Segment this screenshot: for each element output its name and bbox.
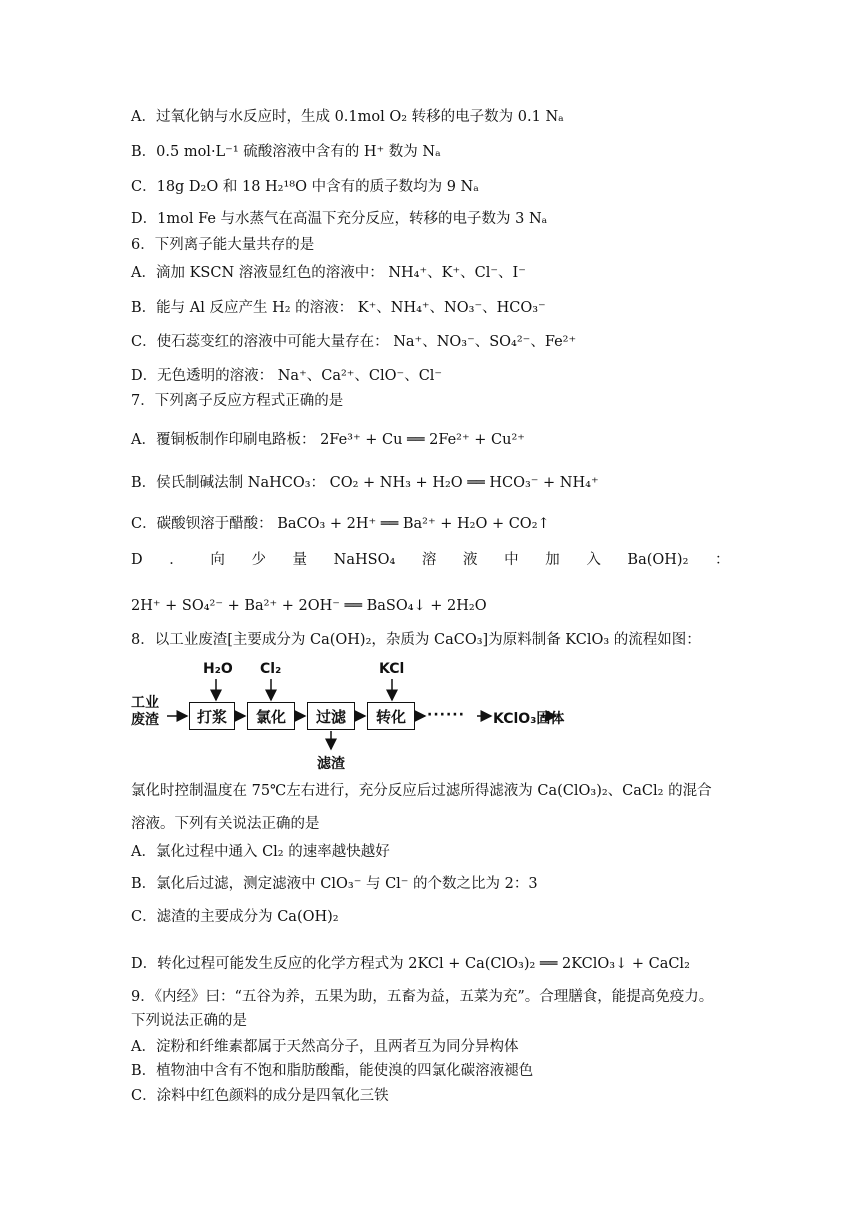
input-kcl: KCl [379, 661, 405, 677]
q5-option-d: D．1mol Fe 与水蒸气在高温下充分反应，转移的电子数为 3 Nₐ [131, 211, 548, 227]
q7-stem: 7．下列离子反应方程式正确的是 [131, 393, 344, 409]
start-label-line-1: 工业 [131, 695, 159, 711]
q6-option-d: D．无色透明的溶液： Na⁺、Ca²⁺、ClO⁻、Cl⁻ [131, 368, 443, 384]
q6-option-b: B．能与 Al 反应产生 H₂ 的溶液： K⁺、NH₄⁺、NO₃⁻、HCO₃⁻ [131, 300, 546, 316]
flowchart-end-label: KClO₃固体 [493, 711, 565, 727]
q6-option-c: C．使石蕊变红的溶液中可能大量存在： Na⁺、NO₃⁻、SO₄²⁻、Fe²⁺ [131, 334, 577, 350]
q8-stem: 8．以工业废渣[主要成分为 Ca(OH)₂，杂质为 CaCO₃]为原料制备 KClO₃ 的流程如图： [131, 632, 701, 648]
q7-option-c: C．碳酸钡溶于醋酸： BaCO₃ + 2H⁺ ══ Ba²⁺ + H₂O + CO₂↑ [131, 516, 550, 532]
q5-option-b: B．0.5 mol·L⁻¹ 硫酸溶液中含有的 H⁺ 数为 Nₐ [131, 144, 441, 160]
q8-paragraph-1: 氯化时控制温度在 75℃左右进行，充分反应后过滤所得滤液为 Ca(ClO₃)₂、CaCl₂ 的混合 [131, 783, 712, 799]
step-filtration: 过滤 [307, 702, 355, 730]
q8-option-d: D．转化过程可能发生反应的化学方程式为 2KCl + Ca(ClO₃)₂ ══ 2KClO₃↓ + CaCl₂ [131, 956, 690, 972]
q9-option-c: C．涂料中红色颜料的成分是四氧化三铁 [131, 1088, 389, 1104]
q7-option-b: B．侯氏制碱法制 NaHCO₃： CO₂ + NH₃ + H₂O ══ HCO₃⁻ + NH₄⁺ [131, 475, 599, 491]
q7-option-d: D ． 向 少 量 NaHSO₄ 溶 液 中 加 入 Ba(OH)₂ ： [131, 552, 730, 568]
step-chlorination: 氯化 [247, 702, 295, 730]
q7-option-a: A．覆铜板制作印刷电路板： 2Fe³⁺ + Cu ══ 2Fe²⁺ + Cu²⁺ [131, 432, 525, 448]
q9-stem: 9．《内经》曰：“五谷为养，五果为助，五畜为益，五菜为充”。合理膳食，能提高免疫力。 [131, 989, 714, 1005]
q8-paragraph-2: 溶液。下列有关说法正确的是 [131, 816, 320, 832]
input-water: H₂O [203, 661, 233, 677]
q8-option-a: A．氯化过程中通入 Cl₂ 的速率越快越好 [131, 844, 390, 860]
q9-option-b: B．植物油中含有不饱和脂肪酸酯，能使溴的四氯化碳溶液褪色 [131, 1063, 534, 1079]
flowchart-ellipsis: ······ [427, 707, 465, 723]
start-label-line-2: 废渣 [131, 712, 159, 728]
q9-stem-2: 下列说法正确的是 [131, 1013, 247, 1029]
output-residue: 滤渣 [317, 756, 345, 772]
q8-option-c: C．滤渣的主要成分为 Ca(OH)₂ [131, 909, 339, 925]
input-chlorine: Cl₂ [260, 661, 282, 677]
q9-option-a: A．淀粉和纤维素都属于天然高分子，且两者互为同分异构体 [131, 1039, 519, 1055]
q5-option-a: A．过氧化钠与水反应时，生成 0.1mol O₂ 转移的电子数为 0.1 Nₐ [131, 109, 564, 125]
q8-option-b: B．氯化后过滤，测定滤液中 ClO₃⁻ 与 Cl⁻ 的个数之比为 2：3 [131, 876, 538, 892]
q7-option-d-equation: 2H⁺ + SO₄²⁻ + Ba²⁺ + 2OH⁻ ══ BaSO₄↓ + 2H₂O [131, 598, 487, 614]
step-pulping: 打浆 [189, 702, 235, 730]
q6-option-a: A．滴加 KSCN 溶液显红色的溶液中： NH₄⁺、K⁺、Cl⁻、I⁻ [131, 265, 526, 281]
step-conversion: 转化 [367, 702, 415, 730]
q5-option-c: C．18g D₂O 和 18 H₂¹⁸O 中含有的质子数均为 9 Nₐ [131, 179, 479, 195]
q6-stem: 6．下列离子能大量共存的是 [131, 237, 315, 253]
flowchart-start-label [131, 695, 159, 729]
process-flowchart [131, 657, 751, 777]
